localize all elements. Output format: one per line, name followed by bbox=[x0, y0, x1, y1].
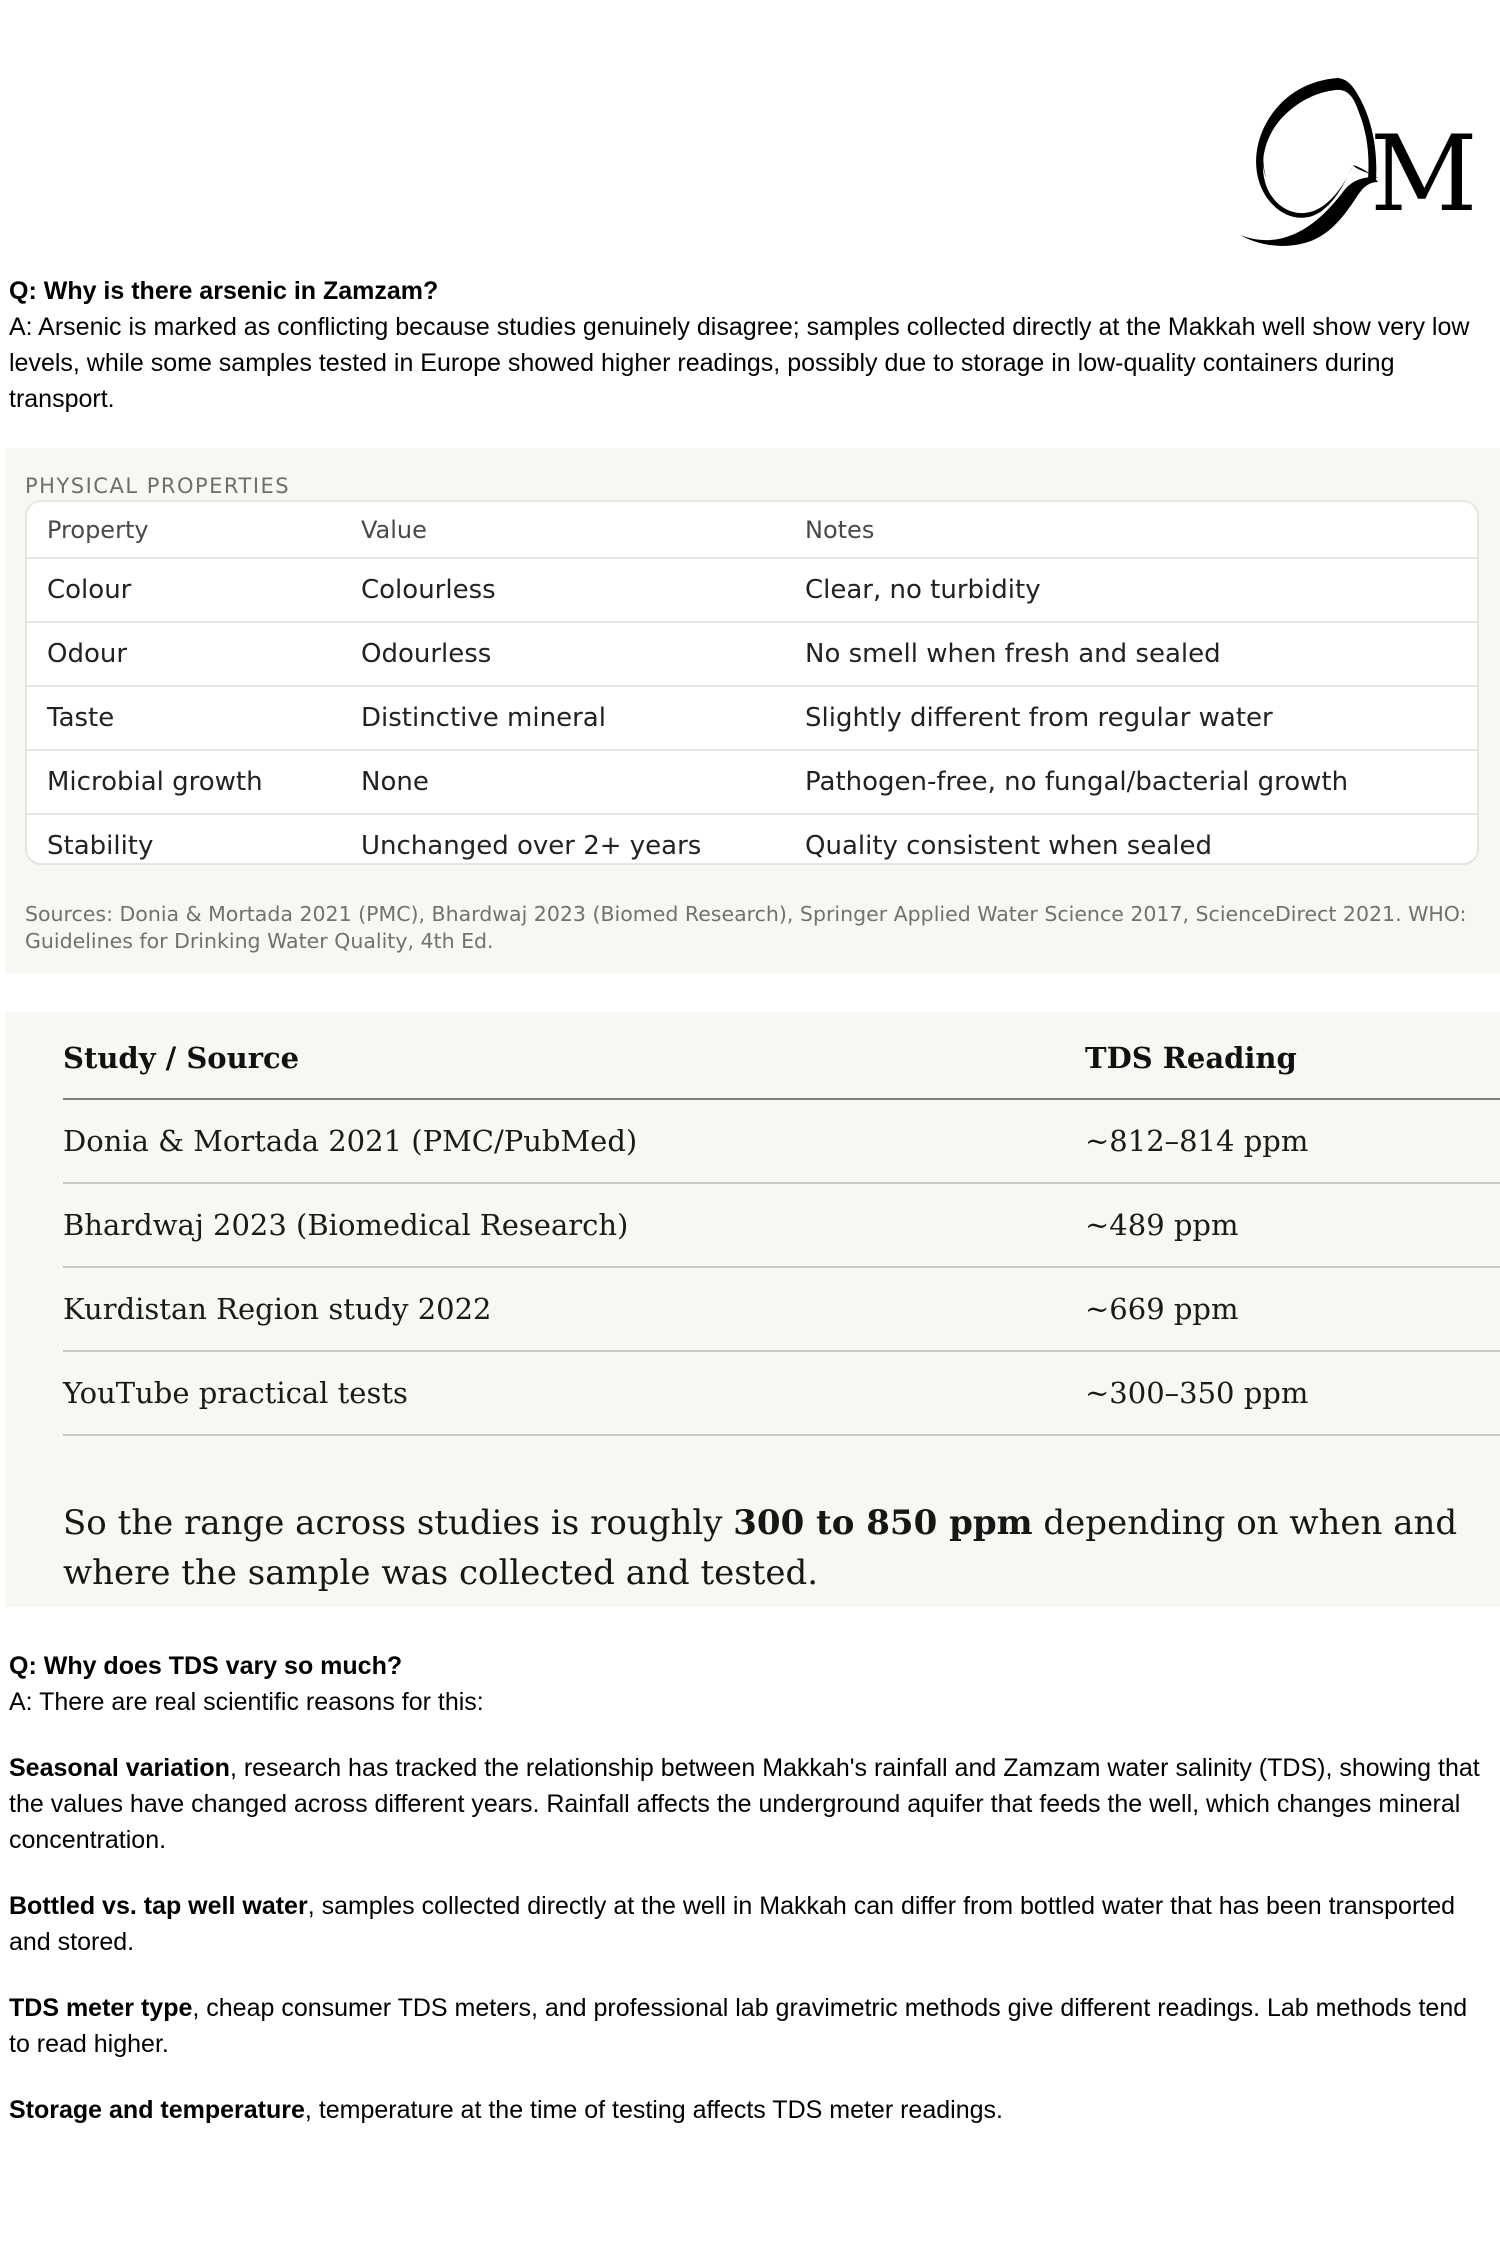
reason-title: Bottled vs. tap well water bbox=[9, 1892, 308, 1920]
physical-properties-card bbox=[5, 448, 1500, 973]
table-row bbox=[63, 1351, 1500, 1435]
cell-tds: ~669 ppm bbox=[1085, 1267, 1500, 1351]
cell-value: Colourless bbox=[341, 558, 785, 622]
cell-tds: ~812–814 ppm bbox=[1085, 1099, 1500, 1183]
table-row bbox=[27, 686, 1477, 750]
column-header-tds-reading: TDS Reading bbox=[1085, 1012, 1500, 1099]
cell-notes: Slightly different from regular water bbox=[785, 686, 1477, 750]
cell-study: Kurdistan Region study 2022 bbox=[63, 1267, 1085, 1351]
answer-arsenic: A: Arsenic is marked as conflicting because studies genuinely disagree; samples collected directly at the Makkah well show very low levels, while some samples tested in Europe showed higher readings, possibly due to storage in low-quality containers during transport. bbox=[9, 313, 1470, 413]
table-row bbox=[63, 1183, 1500, 1267]
reason-seasonal-variation bbox=[9, 1750, 1494, 1858]
column-header-property: Property bbox=[47, 515, 149, 544]
physical-properties-table-container bbox=[25, 500, 1479, 865]
reason-text: , research has tracked the relationship between Makkah's rainfall and Zamzam water salinity (TDS), showing that the values have changed across different years. Rainfall affects the underground aquifer that feeds the well, which changes mineral concentration. bbox=[9, 1754, 1480, 1854]
tds-readings-table bbox=[63, 1012, 1500, 1436]
summary-range-bold: 300 to 850 ppm bbox=[733, 1503, 1033, 1543]
question-tds: Q: Why does TDS vary so much? bbox=[9, 1652, 403, 1680]
table-header-row bbox=[27, 502, 1477, 558]
reason-bottled-vs-tap bbox=[9, 1888, 1494, 1960]
reason-title: TDS meter type bbox=[9, 1994, 193, 2022]
cell-value: Distinctive mineral bbox=[341, 686, 785, 750]
cell-tds: ~489 ppm bbox=[1085, 1183, 1500, 1267]
qa-tds-variance bbox=[9, 1648, 1494, 2128]
cell-notes: No smell when fresh and sealed bbox=[785, 622, 1477, 686]
physical-properties-title: PHYSICAL PROPERTIES bbox=[25, 474, 291, 498]
cell-value: Odourless bbox=[341, 622, 785, 686]
question-arsenic: Q: Why is there arsenic in Zamzam? bbox=[9, 277, 439, 305]
table-row bbox=[27, 750, 1477, 814]
reason-tds-meter-type bbox=[9, 1990, 1494, 2062]
cell-property: Taste bbox=[27, 686, 341, 750]
column-header-notes: Notes bbox=[805, 515, 875, 544]
table-row bbox=[63, 1267, 1500, 1351]
tds-readings-card bbox=[5, 1012, 1500, 1607]
table-row bbox=[63, 1099, 1500, 1183]
cell-property: Colour bbox=[27, 558, 341, 622]
cell-property: Odour bbox=[27, 622, 341, 686]
gm-logo bbox=[1228, 70, 1478, 260]
physical-properties-table bbox=[27, 502, 1477, 877]
reason-text: , temperature at the time of testing affects TDS meter readings. bbox=[304, 2096, 1003, 2124]
column-header-value: Value bbox=[361, 515, 427, 544]
cell-value: None bbox=[341, 750, 785, 814]
table-header-row bbox=[63, 1012, 1500, 1099]
reason-title: Seasonal variation bbox=[9, 1754, 230, 1782]
cell-study: Bhardwaj 2023 (Biomedical Research) bbox=[63, 1183, 1085, 1267]
cell-notes: Quality consistent when sealed bbox=[785, 814, 1477, 877]
reason-storage-temperature bbox=[9, 2092, 1494, 2128]
cell-study: YouTube practical tests bbox=[63, 1351, 1085, 1435]
answer-tds-intro: A: There are real scientific reasons for this: bbox=[9, 1688, 484, 1716]
cell-study: Donia & Mortada 2021 (PMC/PubMed) bbox=[63, 1099, 1085, 1183]
cell-value: Unchanged over 2+ years bbox=[341, 814, 785, 877]
summary-text-after: depending on when and where the sample was collected and tested. bbox=[63, 1503, 1458, 1593]
sources-note: Sources: Donia & Mortada 2021 (PMC), Bhardwaj 2023 (Biomed Research), Springer Applied Water Science 2017, ScienceDirect 2021. WHO: Guidelines for Drinking Water Quality, 4th Ed. bbox=[25, 902, 1467, 953]
cell-notes: Clear, no turbidity bbox=[785, 558, 1477, 622]
cell-tds: ~300–350 ppm bbox=[1085, 1351, 1500, 1435]
summary-text-before: So the range across studies is roughly bbox=[63, 1503, 734, 1543]
reason-text: , samples collected directly at the well in Makkah can differ from bottled water that has been transported and stored. bbox=[9, 1892, 1456, 1956]
qa-arsenic bbox=[9, 273, 1489, 417]
cell-property: Stability bbox=[27, 814, 341, 877]
cell-notes: Pathogen-free, no fungal/bacterial growth bbox=[785, 750, 1477, 814]
reason-title: Storage and temperature bbox=[9, 2096, 305, 2124]
table-row bbox=[27, 622, 1477, 686]
column-header-study-source: Study / Source bbox=[63, 1012, 1085, 1099]
table-row bbox=[27, 814, 1477, 877]
logo-letter-m: M bbox=[1370, 113, 1478, 235]
gm-monogram-logo-icon bbox=[1228, 70, 1478, 260]
table-row bbox=[27, 558, 1477, 622]
reason-text: , cheap consumer TDS meters, and professional lab gravimetric methods give different readings. Lab methods tend to read higher. bbox=[9, 1994, 1468, 2058]
tds-range-summary bbox=[63, 1498, 1483, 1598]
cell-property: Microbial growth bbox=[27, 750, 341, 814]
